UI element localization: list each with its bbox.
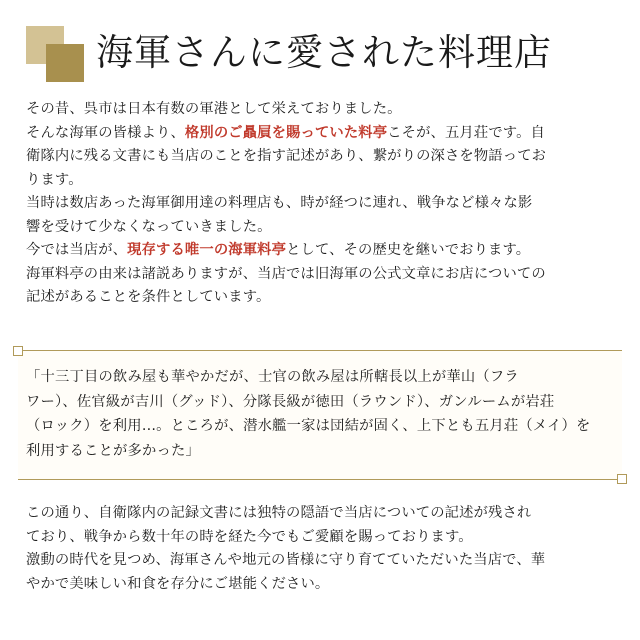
- quote-box: [18, 350, 622, 480]
- header: [26, 22, 626, 82]
- intro-line: 響を受けて少なくなっていきました。: [26, 218, 272, 235]
- outro-line: やかで美味しい和食を存分にご堪能ください。: [26, 575, 330, 592]
- intro-line: 海軍料亭の由来は諸説ありますが、当店では旧海軍の公式文章にお店についての: [26, 265, 546, 282]
- intro-line: そんな海軍の皆様より、格別のご贔屓を賜っていた料亭こそが、五月荘です。自: [26, 124, 545, 141]
- intro-line: 今では当店が、現存する唯一の海軍料亭として、その歴史を継いでおります。: [26, 242, 531, 258]
- outro-line: 激動の時代を見つめ、海軍さんや地元の皆様に守り育てていただいた当店で、華: [26, 552, 546, 568]
- intro-line: 記述があることを条件としています。: [26, 289, 271, 305]
- intro-line: その昔、呉市は日本有数の軍港として栄えておりました。: [26, 101, 402, 117]
- corner-square-icon: [13, 346, 23, 356]
- corner-square-icon: [617, 474, 627, 484]
- quote-line: 利用することが多かった」: [26, 442, 200, 459]
- highlight-only-naval-ryotei: 現存する唯一の海軍料亭: [127, 242, 287, 258]
- quote-line: ワー）、佐官級が吉川（グッド）、分隊長級が徳田（ラウンド）、ガンルームが岩荘: [26, 393, 555, 410]
- page-title: 海軍さんに愛された料理店: [96, 31, 552, 74]
- quote-line: （ロック）を利用…。ところが、潜水艦一家は団結が固く、上下とも五月荘（メイ）を: [26, 418, 591, 434]
- intro-line: 当時は数店あった海軍御用達の料理店も、時が経つに連れ、戦争など様々な影: [26, 195, 533, 211]
- logo-square-dark: [46, 44, 84, 82]
- quote-line: 「十三丁目の飲み屋も華やかだが、士官の飲み屋は所轄長以上が華山（フラ: [26, 369, 519, 385]
- gold-squares-logo-icon: [26, 26, 86, 82]
- intro-text: [26, 98, 618, 310]
- highlight-favored-restaurant: 格別のご贔屓を賜っていた料亭: [184, 124, 388, 141]
- outro-line: ており、戦争から数十年の時を経た今でもご愛顧を賜っております。: [26, 528, 473, 545]
- intro-line: ります。: [26, 171, 83, 188]
- outro-line: この通り、自衛隊内の記録文書には独特の隠語で当店についての記述が残され: [26, 505, 532, 521]
- intro-line: 衛隊内に残る文書にも当店のことを指す記述があり、繋がりの深さを物語ってお: [26, 148, 547, 164]
- outro-text: [26, 502, 618, 596]
- quote-text: [26, 365, 618, 463]
